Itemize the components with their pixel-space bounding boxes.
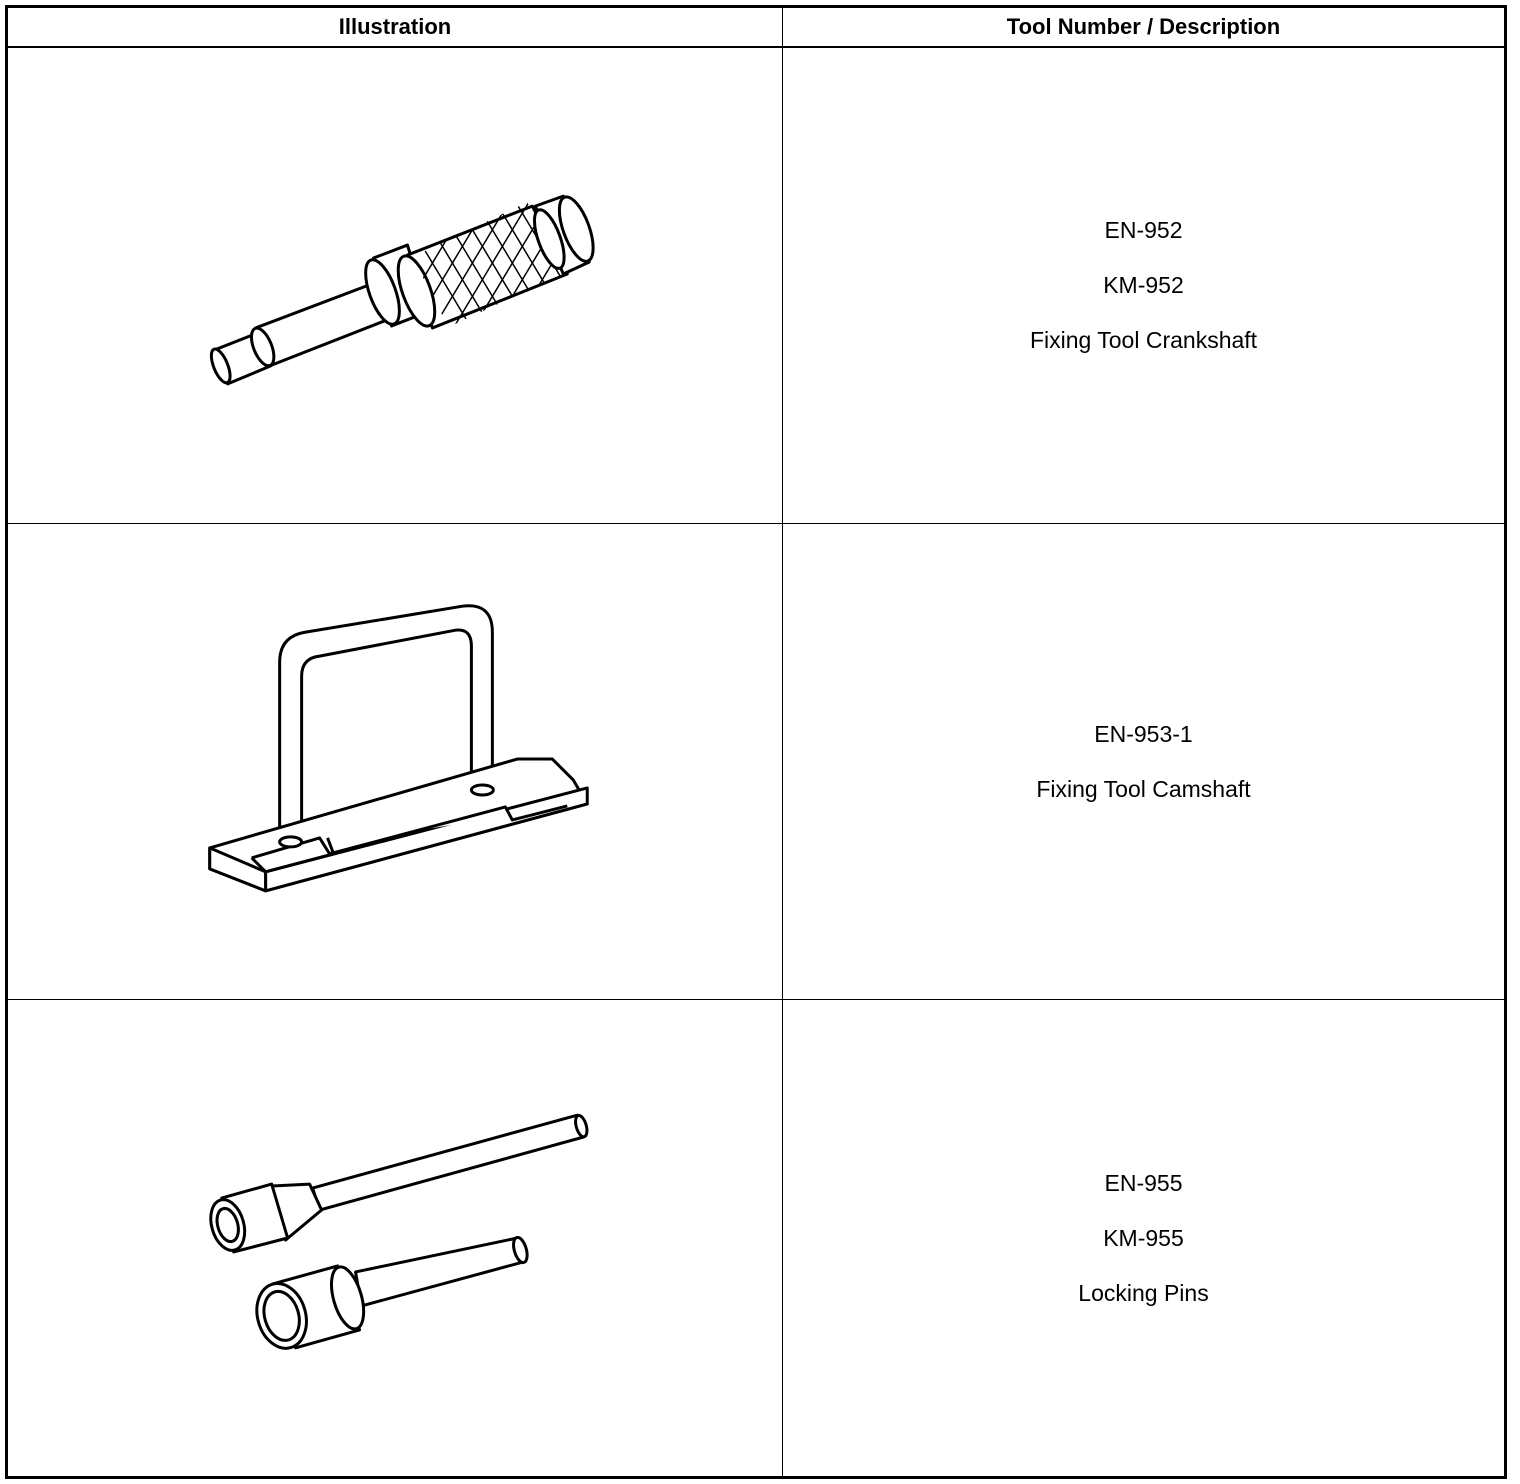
tool-description: Fixing Tool Camshaft: [1036, 775, 1251, 802]
tool-table: [5, 5, 1507, 1479]
illustration-cell: [8, 48, 783, 524]
illustration-cell: [8, 1000, 783, 1476]
header-description: Tool Number / Description: [783, 8, 1504, 48]
tool-number-km: KM-955: [1103, 1224, 1184, 1251]
description-cell: [783, 524, 1504, 1000]
header-illustration: Illustration: [8, 8, 783, 48]
tool-number-en: EN-955: [1104, 1169, 1183, 1196]
camshaft-fixing-tool-icon: [8, 524, 782, 1000]
tool-number-en: EN-952: [1104, 217, 1183, 243]
tool-number-en: EN-953-1: [1094, 720, 1193, 747]
tool-description: Locking Pins: [1078, 1279, 1209, 1306]
locking-pins-icon: [8, 1000, 782, 1476]
tool-description: Fixing Tool Crankshaft: [1029, 327, 1258, 353]
description-cell: [783, 1000, 1504, 1476]
crankshaft-fixing-tool-icon: [8, 48, 782, 524]
illustration-cell: [8, 524, 783, 1000]
tool-number-km: KM-952: [1103, 272, 1184, 298]
description-cell: [783, 48, 1504, 524]
